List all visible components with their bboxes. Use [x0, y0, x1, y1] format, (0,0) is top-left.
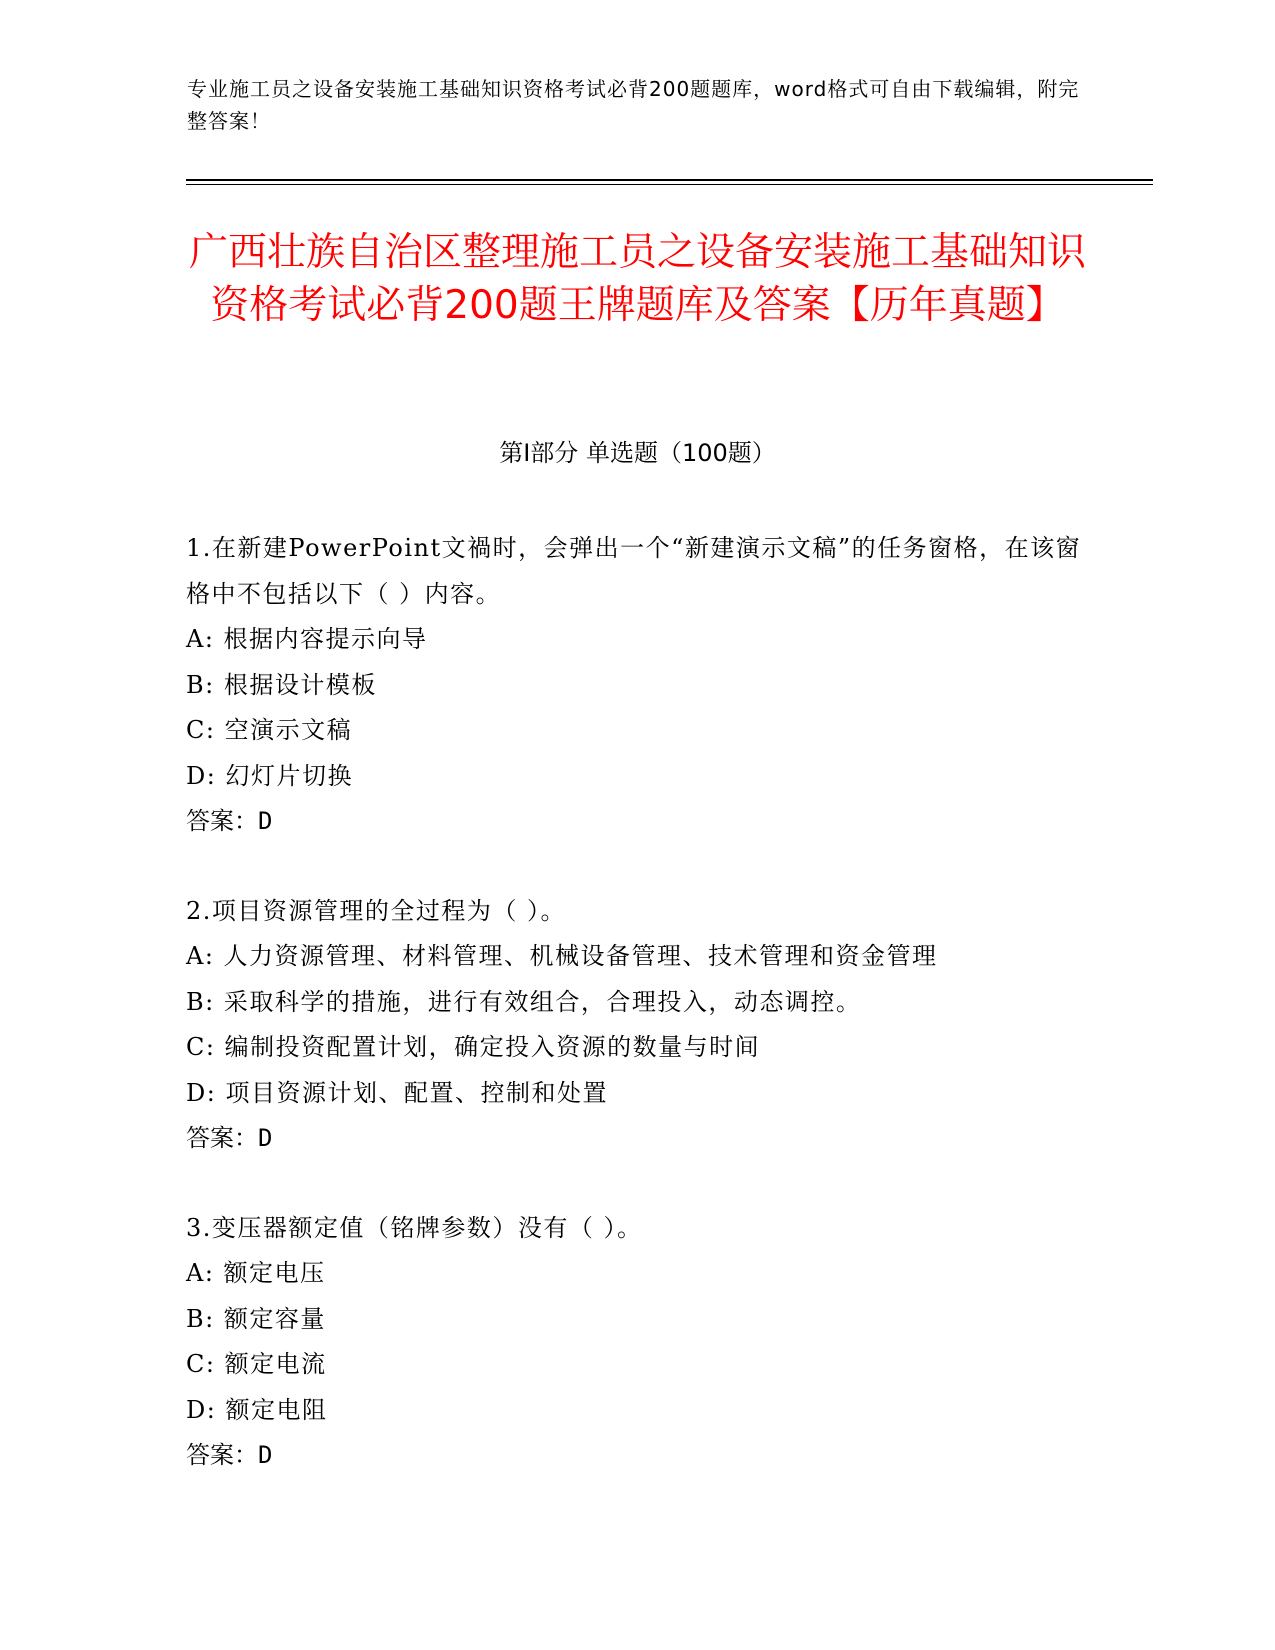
question-option-a: A: 根据内容提示向导: [186, 625, 428, 653]
question-option-b: B: 采取科学的措施，进行有效组合，合理投入，动态调控。: [186, 987, 862, 1016]
answer-key: D: [258, 807, 273, 835]
question-option-c: C: 空演示文稿: [186, 716, 353, 744]
answer-label: 答案：: [186, 1124, 258, 1152]
question-option-a: A: 人力资源管理、材料管理、机械设备管理、技术管理和资金管理: [186, 942, 938, 970]
section-heading: 第I部分 单选题（100题）: [499, 439, 776, 467]
question-option-b: B: 根据设计模板: [186, 670, 377, 699]
question-item: [186, 526, 1086, 845]
question-stem: 3.变压器额定值（铭牌参数）没有（ ）。: [186, 1213, 643, 1242]
question-answer: [186, 1433, 1086, 1479]
header-divider: [186, 179, 1153, 181]
question-stem: 2.项目资源管理的全过程为（ ）。: [186, 896, 567, 925]
answer-label: 答案：: [186, 807, 258, 835]
question-option-a: A: 额定电压: [186, 1259, 326, 1287]
question-option-d: D: 项目资源计划、配置、控制和处置: [186, 1078, 608, 1107]
question-answer: [186, 1116, 1086, 1162]
document-title: 广西壮族自治区整理施工员之设备安装施工基础知识资格考试必背200题王牌题库及答案【历年真题】: [188, 230, 1086, 328]
question-option-b: B: 额定容量: [186, 1304, 326, 1333]
question-option-c: C: 编制投资配置计划，确定投入资源的数量与时间: [186, 1033, 761, 1061]
header-note: 专业施工员之设备安装施工基础知识资格考试必背200题题库，word格式可自由下载编辑，附完整答案！: [187, 77, 1080, 133]
question-option-d: D: 额定电阻: [186, 1395, 328, 1424]
question-option-d: D: 幻灯片切换: [186, 761, 353, 790]
answer-key: D: [258, 1441, 273, 1469]
question-item: [186, 1206, 1086, 1479]
question-list: [186, 526, 1086, 1523]
answer-key: D: [258, 1124, 273, 1152]
question-stem: 1.在新建PowerPoint文禍时，会弹出一个“新建演示文稿”的任务窗格，在该窗格中不包括以下（ ）内容。: [186, 534, 1082, 608]
question-item: [186, 889, 1086, 1162]
question-answer: [186, 799, 1086, 845]
question-option-c: C: 额定电流: [186, 1350, 327, 1378]
answer-label: 答案：: [186, 1441, 258, 1469]
header-divider-thin: [186, 184, 1153, 185]
